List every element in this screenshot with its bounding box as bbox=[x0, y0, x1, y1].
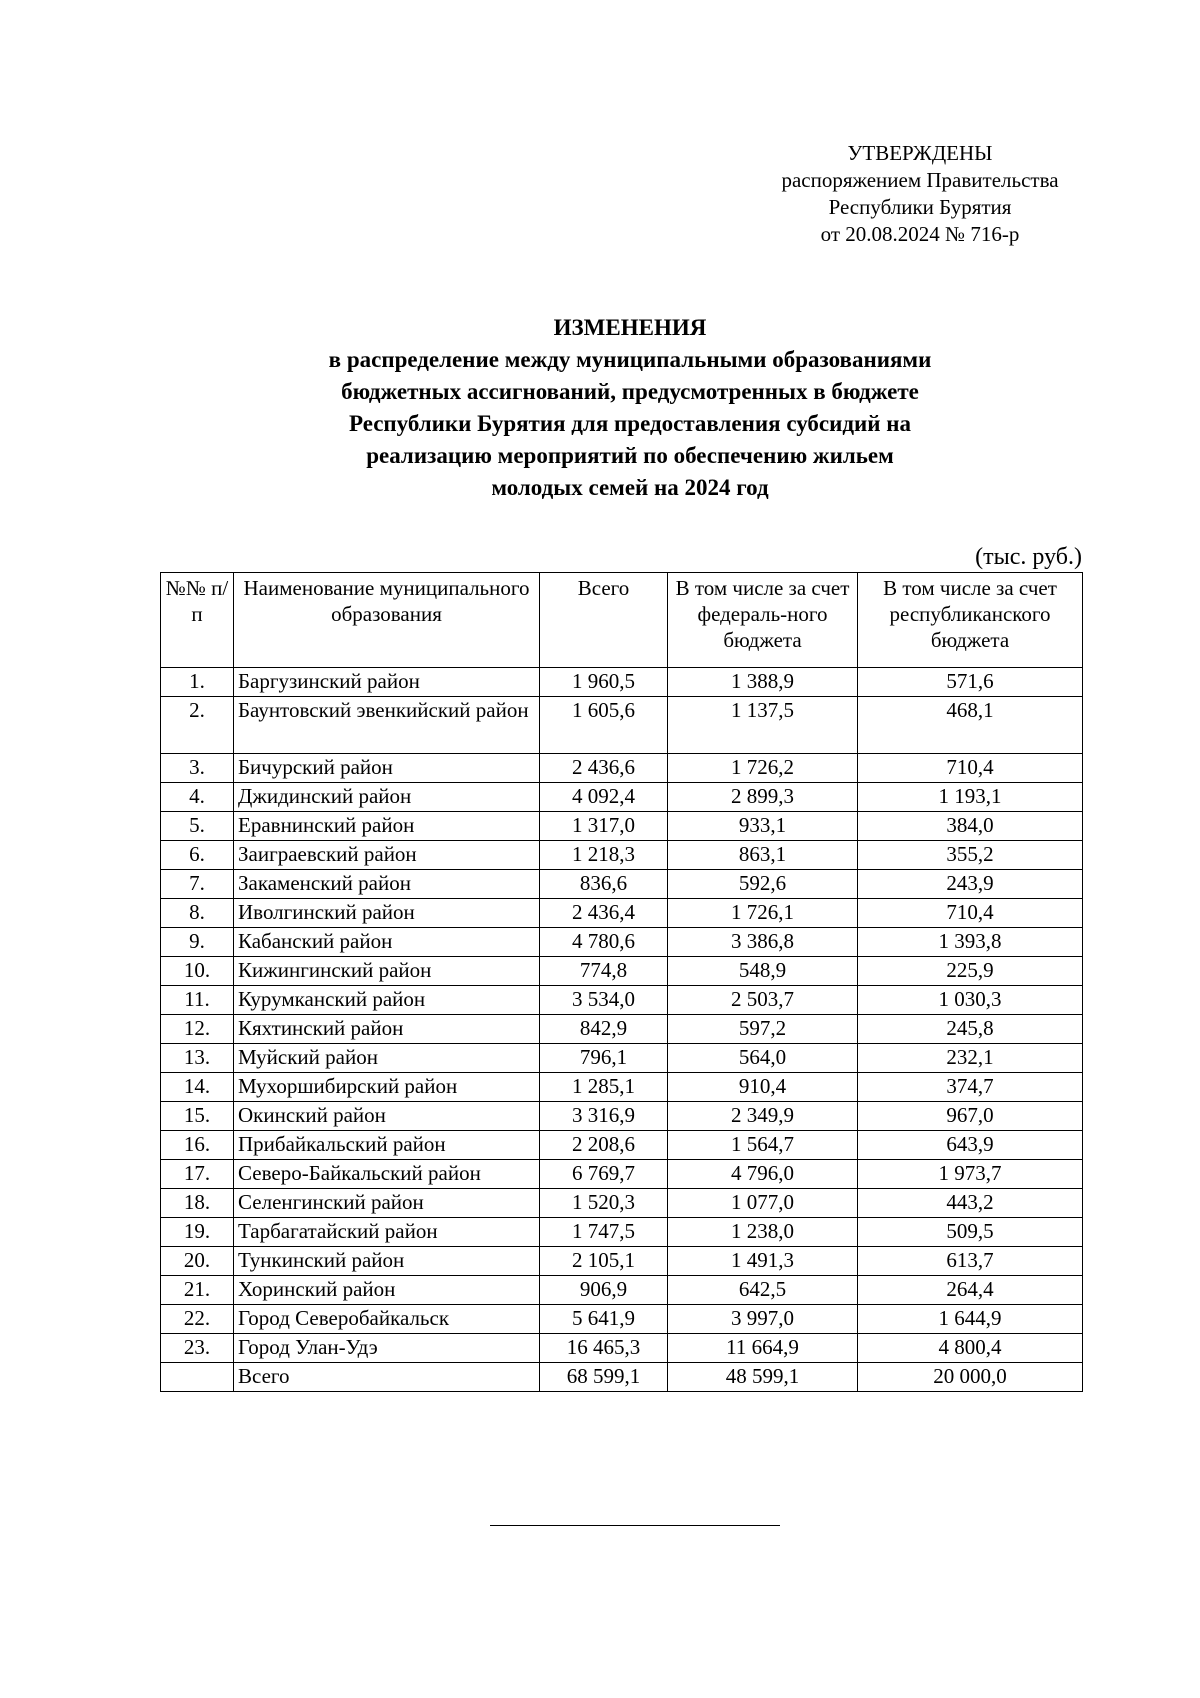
row-total: 1 317,0 bbox=[540, 812, 668, 841]
table-row bbox=[161, 1276, 1083, 1305]
row-number: 13. bbox=[161, 1044, 234, 1073]
approval-line-3: Республики Бурятия bbox=[828, 195, 1012, 219]
row-federal: 1 238,0 bbox=[668, 1218, 858, 1247]
title-line: молодых семей на 2024 год bbox=[491, 475, 769, 500]
title-line: Республики Бурятия для предоставления субсидий на bbox=[348, 411, 912, 436]
row-republic: 384,0 bbox=[858, 812, 1083, 841]
allocation-table bbox=[160, 572, 1083, 1392]
title-line: реализацию мероприятий по обеспечению жильем bbox=[366, 443, 894, 468]
row-republic: 4 800,4 bbox=[858, 1334, 1083, 1363]
row-name: Заиграевский район bbox=[234, 841, 540, 870]
row-total: 5 641,9 bbox=[540, 1305, 668, 1334]
row-republic: 443,2 bbox=[858, 1189, 1083, 1218]
header-total: Всего bbox=[540, 573, 668, 668]
row-federal: 2 899,3 bbox=[668, 783, 858, 812]
header-federal: В том числе за счет федераль-ного бюджета bbox=[668, 573, 858, 668]
row-number: 14. bbox=[161, 1073, 234, 1102]
row-number: 11. bbox=[161, 986, 234, 1015]
row-name: Город Северобайкальск bbox=[234, 1305, 540, 1334]
row-total: 1 605,6 bbox=[540, 697, 668, 754]
row-republic: 1 193,1 bbox=[858, 783, 1083, 812]
row-name: Еравнинский район bbox=[234, 812, 540, 841]
table-row bbox=[161, 1073, 1083, 1102]
row-total: 68 599,1 bbox=[540, 1363, 668, 1392]
row-total: 2 208,6 bbox=[540, 1131, 668, 1160]
row-federal: 4 796,0 bbox=[668, 1160, 858, 1189]
row-republic: 20 000,0 bbox=[858, 1363, 1083, 1392]
row-total: 2 436,6 bbox=[540, 754, 668, 783]
row-total: 836,6 bbox=[540, 870, 668, 899]
approval-stamp bbox=[740, 140, 1100, 248]
row-name: Муйский район bbox=[234, 1044, 540, 1073]
table-row bbox=[161, 899, 1083, 928]
row-total: 3 534,0 bbox=[540, 986, 668, 1015]
row-number: 7. bbox=[161, 870, 234, 899]
row-number: 17. bbox=[161, 1160, 234, 1189]
header-name: Наименование муниципального образования bbox=[234, 573, 540, 668]
table-row bbox=[161, 1189, 1083, 1218]
row-federal: 1 388,9 bbox=[668, 668, 858, 697]
approval-line-1: УТВЕРЖДЕНЫ bbox=[847, 141, 993, 165]
table-row bbox=[161, 754, 1083, 783]
row-republic: 374,7 bbox=[858, 1073, 1083, 1102]
table-row bbox=[161, 1131, 1083, 1160]
row-number: 12. bbox=[161, 1015, 234, 1044]
row-federal: 597,2 bbox=[668, 1015, 858, 1044]
row-name: Курумканский район bbox=[234, 986, 540, 1015]
table-row bbox=[161, 928, 1083, 957]
table-row bbox=[161, 697, 1083, 754]
row-republic: 571,6 bbox=[858, 668, 1083, 697]
row-republic: 710,4 bbox=[858, 754, 1083, 783]
row-total: 4 780,6 bbox=[540, 928, 668, 957]
row-name: Кяхтинский район bbox=[234, 1015, 540, 1044]
row-republic: 1 030,3 bbox=[858, 986, 1083, 1015]
approval-line-4: от 20.08.2024 № 716-р bbox=[820, 222, 1020, 246]
row-name: Тункинский район bbox=[234, 1247, 540, 1276]
row-republic: 355,2 bbox=[858, 841, 1083, 870]
row-total: 1 747,5 bbox=[540, 1218, 668, 1247]
row-name: Селенгинский район bbox=[234, 1189, 540, 1218]
row-republic: 1 973,7 bbox=[858, 1160, 1083, 1189]
row-name: Бичурский район bbox=[234, 754, 540, 783]
units-label: (тыс. руб.) bbox=[975, 544, 1082, 570]
row-republic: 613,7 bbox=[858, 1247, 1083, 1276]
table-row bbox=[161, 957, 1083, 986]
row-total: 842,9 bbox=[540, 1015, 668, 1044]
row-federal: 548,9 bbox=[668, 957, 858, 986]
row-number: 6. bbox=[161, 841, 234, 870]
table-row bbox=[161, 1334, 1083, 1363]
row-name: Хоринский район bbox=[234, 1276, 540, 1305]
row-federal: 2 503,7 bbox=[668, 986, 858, 1015]
row-federal: 2 349,9 bbox=[668, 1102, 858, 1131]
table-header-row bbox=[161, 573, 1083, 668]
row-name: Тарбагатайский район bbox=[234, 1218, 540, 1247]
row-name: Закаменский район bbox=[234, 870, 540, 899]
row-republic: 1 393,8 bbox=[858, 928, 1083, 957]
row-republic: 243,9 bbox=[858, 870, 1083, 899]
row-federal: 3 386,8 bbox=[668, 928, 858, 957]
row-name: Кижингинский район bbox=[234, 957, 540, 986]
row-name: Северо-Байкальский район bbox=[234, 1160, 540, 1189]
row-federal: 48 599,1 bbox=[668, 1363, 858, 1392]
header-number: №№ п/п bbox=[161, 573, 234, 668]
row-name: Всего bbox=[234, 1363, 540, 1392]
row-total: 2 436,4 bbox=[540, 899, 668, 928]
row-federal: 1 564,7 bbox=[668, 1131, 858, 1160]
row-total: 1 285,1 bbox=[540, 1073, 668, 1102]
row-total: 6 769,7 bbox=[540, 1160, 668, 1189]
table-row bbox=[161, 1218, 1083, 1247]
row-number: 21. bbox=[161, 1276, 234, 1305]
row-federal: 1 726,1 bbox=[668, 899, 858, 928]
row-number: 2. bbox=[161, 697, 234, 754]
row-number: 1. bbox=[161, 668, 234, 697]
row-name: Кабанский район bbox=[234, 928, 540, 957]
row-total: 906,9 bbox=[540, 1276, 668, 1305]
table-row bbox=[161, 1247, 1083, 1276]
table-row bbox=[161, 870, 1083, 899]
row-republic: 232,1 bbox=[858, 1044, 1083, 1073]
table-row bbox=[161, 986, 1083, 1015]
row-number: 9. bbox=[161, 928, 234, 957]
row-name: Прибайкальский район bbox=[234, 1131, 540, 1160]
row-name: Окинский район bbox=[234, 1102, 540, 1131]
row-total: 16 465,3 bbox=[540, 1334, 668, 1363]
row-federal: 1 137,5 bbox=[668, 697, 858, 754]
row-number: 16. bbox=[161, 1131, 234, 1160]
row-total: 1 960,5 bbox=[540, 668, 668, 697]
document-title bbox=[160, 312, 1100, 504]
row-republic: 225,9 bbox=[858, 957, 1083, 986]
table-row bbox=[161, 668, 1083, 697]
row-federal: 1 077,0 bbox=[668, 1189, 858, 1218]
table-row bbox=[161, 1044, 1083, 1073]
row-federal: 564,0 bbox=[668, 1044, 858, 1073]
title-line: бюджетных ассигнований, предусмотренных в бюджете bbox=[341, 379, 919, 404]
row-number: 15. bbox=[161, 1102, 234, 1131]
row-federal: 1 726,2 bbox=[668, 754, 858, 783]
table-body bbox=[161, 668, 1083, 1392]
table-row bbox=[161, 841, 1083, 870]
row-total: 1 218,3 bbox=[540, 841, 668, 870]
row-federal: 642,5 bbox=[668, 1276, 858, 1305]
row-federal: 11 664,9 bbox=[668, 1334, 858, 1363]
row-name: Баунтовский эвенкийский район bbox=[234, 697, 540, 754]
row-total: 796,1 bbox=[540, 1044, 668, 1073]
row-republic: 509,5 bbox=[858, 1218, 1083, 1247]
row-republic: 245,8 bbox=[858, 1015, 1083, 1044]
row-federal: 3 997,0 bbox=[668, 1305, 858, 1334]
row-republic: 1 644,9 bbox=[858, 1305, 1083, 1334]
row-number: 22. bbox=[161, 1305, 234, 1334]
row-number: 4. bbox=[161, 783, 234, 812]
title-line: в распределение между муниципальными образованиями bbox=[328, 347, 932, 372]
row-total: 774,8 bbox=[540, 957, 668, 986]
row-number: 23. bbox=[161, 1334, 234, 1363]
table-row bbox=[161, 1102, 1083, 1131]
row-total: 4 092,4 bbox=[540, 783, 668, 812]
row-number: 10. bbox=[161, 957, 234, 986]
row-number: 19. bbox=[161, 1218, 234, 1247]
table-row bbox=[161, 1305, 1083, 1334]
row-total: 1 520,3 bbox=[540, 1189, 668, 1218]
row-republic: 643,9 bbox=[858, 1131, 1083, 1160]
row-name: Мухоршибирский район bbox=[234, 1073, 540, 1102]
row-number: 18. bbox=[161, 1189, 234, 1218]
table-row bbox=[161, 812, 1083, 841]
row-name: Джидинский район bbox=[234, 783, 540, 812]
row-total: 2 105,1 bbox=[540, 1247, 668, 1276]
row-number: 8. bbox=[161, 899, 234, 928]
row-number: 5. bbox=[161, 812, 234, 841]
row-republic: 967,0 bbox=[858, 1102, 1083, 1131]
table-row bbox=[161, 783, 1083, 812]
row-number bbox=[161, 1363, 234, 1392]
title-main: ИЗМЕНЕНИЯ bbox=[553, 315, 707, 340]
row-name: Баргузинский район bbox=[234, 668, 540, 697]
row-republic: 710,4 bbox=[858, 899, 1083, 928]
row-federal: 1 491,3 bbox=[668, 1247, 858, 1276]
row-federal: 933,1 bbox=[668, 812, 858, 841]
row-total: 3 316,9 bbox=[540, 1102, 668, 1131]
table-row bbox=[161, 1160, 1083, 1189]
row-republic: 264,4 bbox=[858, 1276, 1083, 1305]
table-row bbox=[161, 1363, 1083, 1392]
end-divider bbox=[490, 1525, 780, 1526]
row-number: 3. bbox=[161, 754, 234, 783]
row-federal: 592,6 bbox=[668, 870, 858, 899]
row-federal: 910,4 bbox=[668, 1073, 858, 1102]
row-number: 20. bbox=[161, 1247, 234, 1276]
row-name: Иволгинский район bbox=[234, 899, 540, 928]
approval-line-2: распоряжением Правительства bbox=[781, 168, 1059, 192]
row-name: Город Улан-Удэ bbox=[234, 1334, 540, 1363]
row-federal: 863,1 bbox=[668, 841, 858, 870]
row-republic: 468,1 bbox=[858, 697, 1083, 754]
header-republic: В том числе за счет республиканского бюджета bbox=[858, 573, 1083, 668]
table-row bbox=[161, 1015, 1083, 1044]
